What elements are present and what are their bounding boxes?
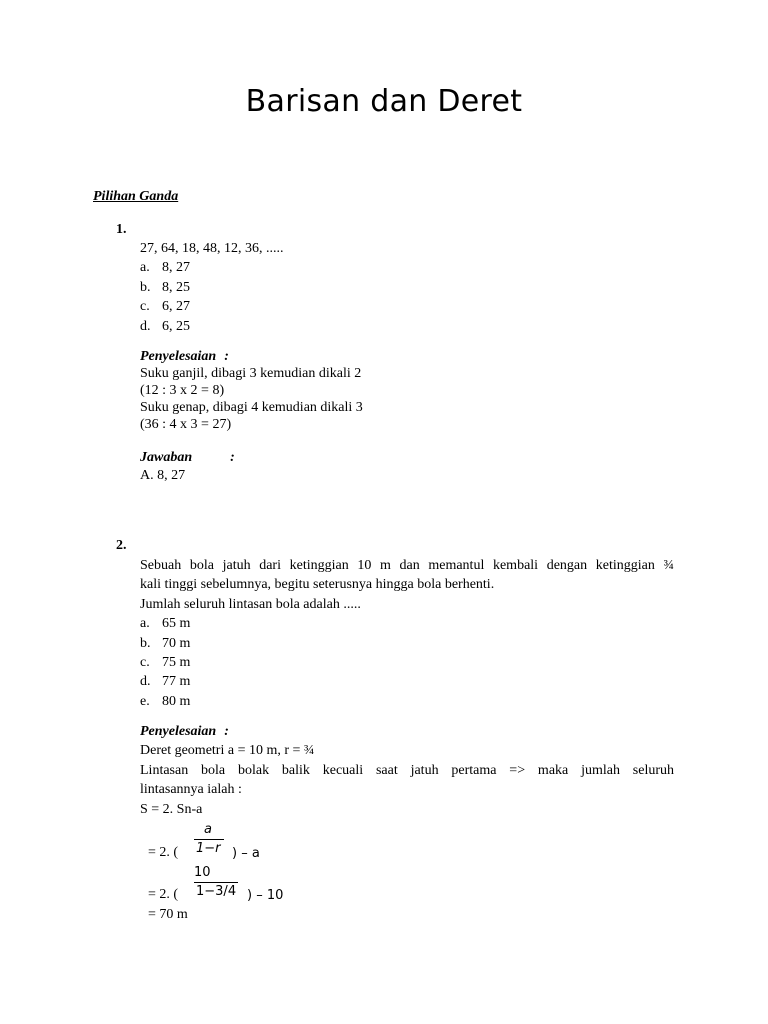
solution-label: Penyelesaian :	[140, 724, 229, 739]
formula-1-suffix: ) – a	[232, 846, 260, 861]
solution-line: lintasannya ialah :	[140, 782, 242, 798]
answer-text: A. 8, 27	[140, 468, 186, 483]
document-title: Barisan dan Deret	[245, 84, 523, 119]
formula-2-suffix: ) – 10	[247, 888, 284, 903]
formula-result: = 70 m	[148, 907, 188, 922]
formula-2-denominator: 1−3/4	[196, 884, 237, 899]
question-2-block	[140, 556, 674, 711]
formula-2-fraction-bar	[194, 882, 238, 883]
formula-1-denominator: 1−r	[196, 841, 221, 856]
solution-line: (36 : 4 x 3 = 27)	[140, 417, 232, 432]
solution-line: S = 2. Sn-a	[140, 801, 203, 817]
question-1-option-d: d. 6, 25	[140, 318, 190, 334]
question-1-text: 27, 64, 18, 48, 12, 36, .....	[140, 241, 284, 256]
solution-label: Penyelesaian :	[140, 349, 229, 364]
question-1-answer	[140, 449, 235, 485]
formula-1-fraction-bar	[194, 839, 224, 840]
question-2-option-c: c. 75 m	[140, 655, 191, 671]
formula-1-prefix: = 2. (	[148, 845, 179, 860]
question-1-block	[140, 239, 284, 336]
question-2-number: 2.	[116, 538, 127, 553]
question-2-option-e: e. 80 m	[140, 693, 191, 709]
question-2-option-a: a. 65 m	[140, 616, 191, 632]
solution-line: Suku genap, dibagi 4 kemudian dikali 3	[140, 400, 363, 415]
question-2-text: Sebuah bola jatuh dari ketinggian 10 m dan memantul kembali dengan ketinggian ¾	[140, 558, 674, 573]
question-1-option-b: b. 8, 25	[140, 279, 190, 295]
question-2-text-line: kali tinggi sebelumnya, begitu seterusnya hingga bola berhenti.	[140, 577, 495, 593]
question-2-text-line: Jumlah seluruh lintasan bola adalah .....	[140, 596, 361, 612]
solution-line: Suku ganjil, dibagi 3 kemudian dikali 2	[140, 366, 362, 381]
formula-2-numerator: 10	[194, 865, 211, 880]
formula-2-prefix: = 2. (	[148, 887, 179, 902]
solution-line: (12 : 3 x 2 = 8)	[140, 383, 225, 398]
formula-1-numerator: a	[204, 822, 212, 837]
answer-label: Jawaban :	[140, 450, 235, 465]
question-2-option-d: d. 77 m	[140, 674, 191, 690]
question-1-number: 1.	[116, 222, 127, 237]
question-1-option-a: a. 8, 27	[140, 260, 190, 276]
solution-line: Deret geometri a = 10 m, r = ¾	[140, 743, 315, 759]
question-1-option-c: c. 6, 27	[140, 299, 190, 315]
question-1-solution	[140, 348, 363, 433]
question-2-solution	[140, 722, 674, 819]
question-2-option-b: b. 70 m	[140, 635, 191, 651]
section-heading: Pilihan Ganda	[93, 189, 179, 204]
solution-line: Lintasan bola bolak balik kecuali saat jatuh pertama => maka jumlah seluruh	[140, 762, 674, 778]
